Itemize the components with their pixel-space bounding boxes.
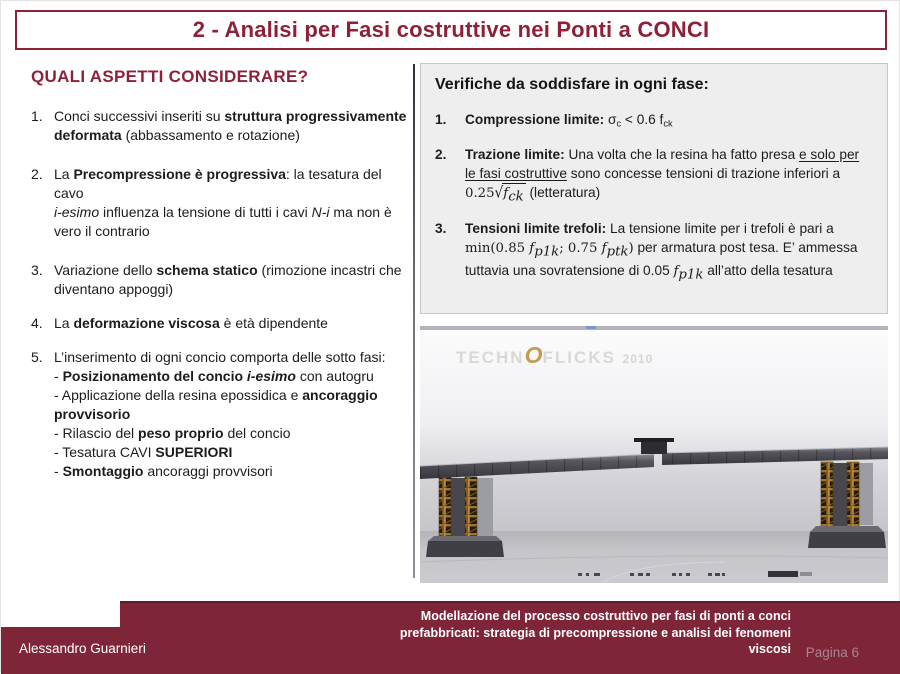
pier-truss-column — [465, 477, 477, 540]
list-item-text: La Precompressione è progressiva: la tesatura del cavo i-esimo influenza la tensione di tutti i cavi N-i ma non è vero il contrario — [54, 166, 392, 239]
list-item — [31, 107, 409, 145]
list-item — [31, 348, 409, 481]
slide-footer — [1, 601, 900, 674]
list-item-text: Compressione limite: $\sigma_c < 0.6$ $f_{ck}$ — [465, 112, 673, 129]
verification-box — [420, 63, 888, 314]
footer-description-line: Modellazione del processo costruttivo per fasi di ponti a conci — [420, 609, 791, 623]
list-item — [31, 314, 409, 333]
list-item-text: L’inserimento di ogni concio comporta delle sotto fasi: - Posizionamento del concio i-esimo con autogru - Applicazione della resina epossidica e ancoraggio provvisorio - Rilascio del peso proprio del concio - Tesatura CAVI SUPERIORI - Smontaggio ancoraggi provvisori — [54, 349, 386, 479]
footer-description — [291, 608, 791, 658]
footer-notch — [1, 601, 120, 627]
list-item-number: 4. — [31, 315, 43, 331]
slide-title-box — [15, 10, 887, 50]
list-item-text: La deformazione viscosa è età dipendente — [54, 315, 328, 331]
list-item — [31, 261, 409, 299]
video-top-mark — [586, 326, 596, 329]
list-item-text: Variazione dello schema statico (rimozione incastri che diventano appoggi) — [54, 262, 402, 297]
verification-box-heading: Verifiche da soddisfare in ogni fase: — [435, 76, 709, 93]
watermark-suffix: FLICKS — [542, 348, 616, 367]
footer-description-line: prefabbricati: strategia di precompressione e analisi dei fenomeni — [399, 625, 791, 640]
lifting-beam — [634, 438, 674, 442]
list-item-text: Trazione limite: Una volta che la resina ha fatto presa e solo per le fasi costruttive sono concesse tensioni di trazione inferiori a 0.25√fck (letteratura) — [465, 146, 873, 207]
pier-core — [833, 463, 847, 527]
video-watermark — [456, 342, 653, 369]
pier-base-top — [810, 526, 884, 532]
bridge-render-image — [420, 326, 888, 583]
list-item-number: 3. — [31, 262, 43, 278]
pier-backdrop — [859, 463, 873, 525]
pier-core — [450, 478, 466, 539]
list-item — [435, 220, 873, 285]
footer-description-line: viscosi — [748, 642, 791, 656]
left-heading: QUALI ASPETTI CONSIDERARE? — [31, 67, 309, 86]
pier-truss-column — [847, 462, 859, 528]
list-item-number: 1. — [435, 112, 447, 127]
list-item-number: 5. — [31, 349, 43, 365]
column-divider-line — [413, 64, 415, 578]
list-item-number: 1. — [31, 108, 43, 124]
list-item-text: Conci successivi inseriti su struttura progressivamente deformata (abbassamento e rotazione) — [54, 108, 407, 143]
list-item — [435, 111, 873, 133]
list-item-number: 2. — [435, 147, 447, 163]
watermark-prefix: TECHN — [456, 348, 525, 367]
footer-author: Alessandro Guarnieri — [19, 641, 146, 656]
list-item-number: 3. — [435, 221, 447, 237]
pier-truss-column — [439, 477, 451, 540]
pier-base-top — [428, 536, 502, 541]
list-item — [31, 165, 409, 241]
pier-backdrop — [477, 478, 493, 538]
watermark-accent-letter: O — [524, 342, 543, 368]
pier-base-front — [426, 541, 504, 557]
list-item-text: Tensioni limite trefoli: La tensione limite per i trefoli è pari a min(0.85 fp1k; 0.75 fptk) per armatura post tesa. E’ ammessa tuttavia una sovratensione di 0.05 fp1k all’atto della tesatura — [465, 221, 858, 283]
watermark-year: 2010 — [622, 352, 654, 366]
list-item — [435, 146, 873, 207]
list-item-number: 2. — [31, 166, 43, 182]
slide-title: 2 - Analisi per Fasi costruttive nei Ponti a CONCI — [192, 17, 710, 42]
video-top-strip — [420, 326, 888, 330]
segment-block — [641, 442, 667, 454]
page-number-label: Pagina 6 — [805, 645, 859, 660]
pier-truss-column — [821, 462, 833, 528]
left-column — [31, 67, 409, 501]
pier-base-front — [808, 532, 886, 548]
